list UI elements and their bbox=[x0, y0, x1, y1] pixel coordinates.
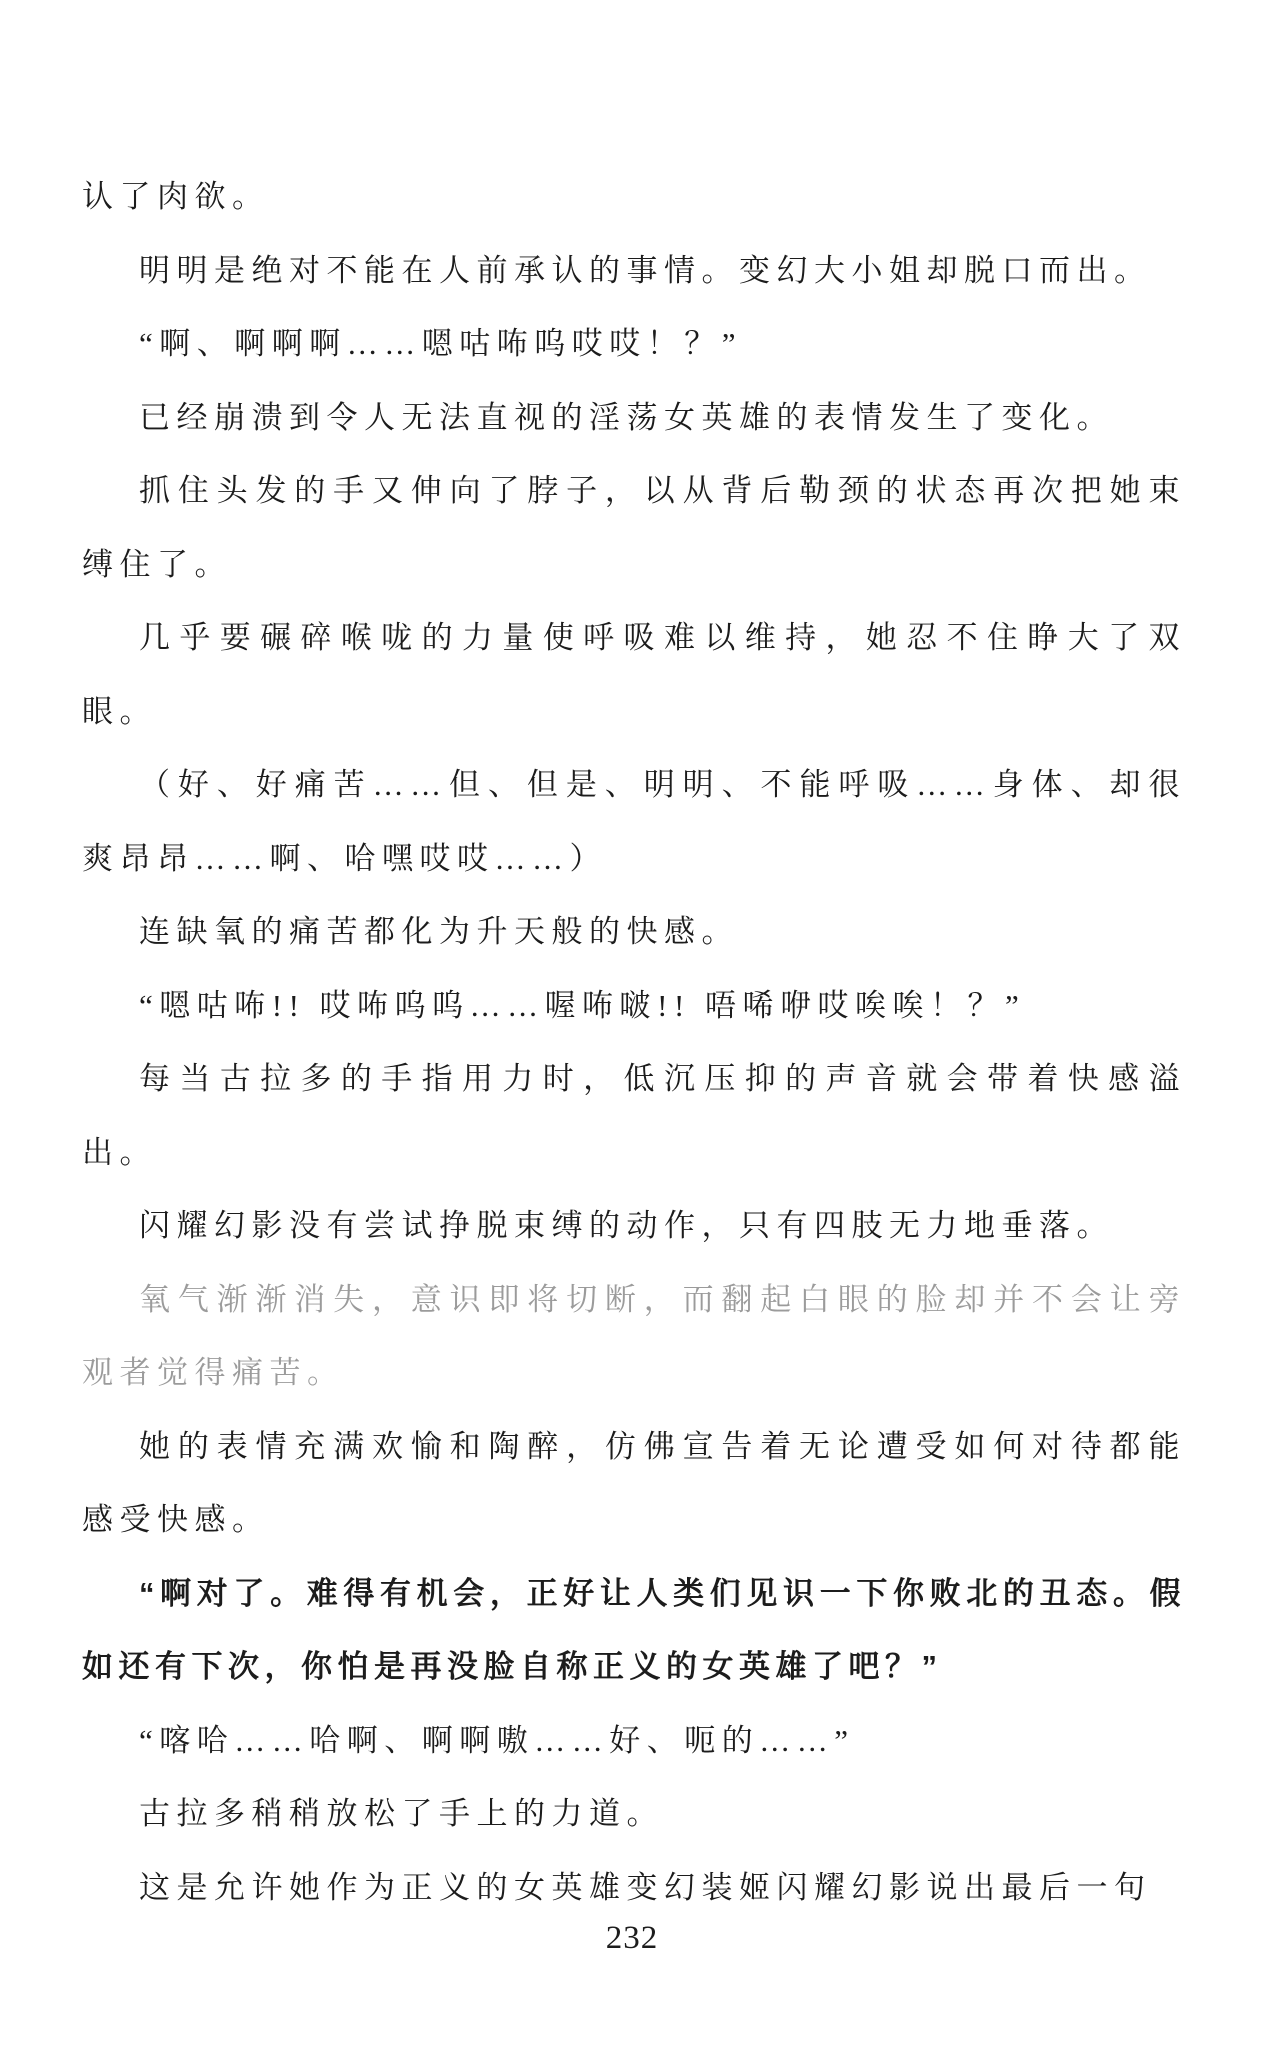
paragraph: 明明是绝对不能在人前承认的事情。变幻大小姐却脱口而出。 bbox=[139, 252, 1152, 288]
paragraph: 抓住头发的手又伸向了脖子，以从背后勒颈的状态再次把她束缚住了。 bbox=[82, 473, 1186, 582]
paragraph-dialogue: “喀哈……哈啊、啊啊嗷……好、呃的……” bbox=[139, 1722, 855, 1758]
page-number: 232 bbox=[605, 1920, 659, 1956]
paragraph: 每当古拉多的手指用力时，低沉压抑的声音就会带着快感溢出。 bbox=[82, 1061, 1186, 1170]
paragraph: 古拉多稍稍放松了手上的力道。 bbox=[139, 1796, 664, 1831]
paragraph-muted: 氧气渐渐消失，意识即将切断，而翻起白眼的脸却并不会让旁观者觉得痛苦。 bbox=[82, 1281, 1186, 1390]
paragraph-dialogue-emphasis: “啊对了。难得有机会，正好让人类们见识一下你败北的丑态。假如还有下次，你怕是再没脸自称正义的女英雄了吧？” bbox=[82, 1575, 1186, 1684]
paragraph: 连缺氧的痛苦都化为升天般的快感。 bbox=[139, 914, 739, 949]
paragraph: 几乎要碾碎喉咙的力量使呼吸难以维持，她忍不住睁大了双眼。 bbox=[82, 620, 1186, 729]
text-content bbox=[82, 160, 1186, 1924]
paragraph-inner-monologue: （好、好痛苦……但、但是、明明、不能呼吸……身体、却很爽昂昂……啊、哈嘿哎哎……） bbox=[82, 767, 1186, 876]
paragraph: 她的表情充满欢愉和陶醉，仿佛宣告着无论遭受如何对待都能感受快感。 bbox=[82, 1428, 1186, 1537]
paragraph: 这是允许她作为正义的女英雄变幻装姬闪耀幻影说出最后一句 bbox=[139, 1869, 1152, 1905]
paragraph: 已经崩溃到令人无法直视的淫荡女英雄的表情发生了变化。 bbox=[139, 399, 1114, 435]
paragraph: 闪耀幻影没有尝试挣脱束缚的动作，只有四肢无力地垂落。 bbox=[139, 1208, 1114, 1243]
paragraph-dialogue: “嗯咕咘!! 哎咘呜呜……喔咘啵!! 唔唏咿哎唉唉！？” bbox=[139, 987, 1026, 1023]
paragraph-dialogue: “啊、啊啊啊……嗯咕咘呜哎哎！？” bbox=[139, 326, 743, 361]
paragraph: 认了肉欲。 bbox=[82, 179, 270, 214]
